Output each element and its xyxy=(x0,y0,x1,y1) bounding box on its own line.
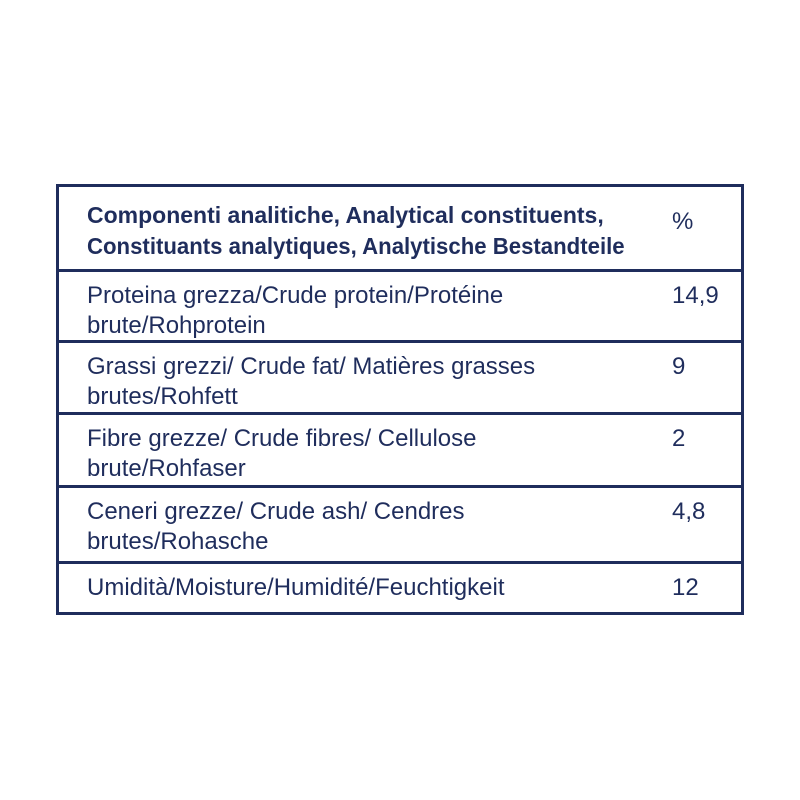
row-label-line-1: Umidità/Moisture/Humidité/Feuchtigkeit xyxy=(87,574,505,601)
row-label-line-1: Ceneri grezze/ Crude ash/ Cendres xyxy=(87,498,465,525)
row-value-cell: 2 xyxy=(672,425,686,452)
row-label-cell xyxy=(59,343,629,412)
analytical-constituents-table xyxy=(56,184,744,615)
row-value-cell: 4,8 xyxy=(672,498,706,525)
row-label-line-2: brute/Rohfaser xyxy=(87,455,246,482)
row-label-line-1: Fibre grezze/ Crude fibres/ Cellulose xyxy=(87,425,477,452)
row-value-cell: 9 xyxy=(672,353,686,380)
row-label-line-2: brutes/Rohasche xyxy=(87,528,269,555)
row-label-line-1: Proteina grezza/Crude protein/Protéine xyxy=(87,282,504,309)
table-row xyxy=(59,415,741,488)
header-label-cell xyxy=(59,187,629,269)
table-header-row xyxy=(59,187,741,272)
table-row xyxy=(59,343,741,415)
row-label-cell xyxy=(59,272,629,340)
row-label-cell xyxy=(59,564,629,612)
row-value-cell: 14,9 xyxy=(672,282,719,309)
row-label-line-1: Grassi grezzi/ Crude fat/ Matières grasses xyxy=(87,353,536,380)
table-row xyxy=(59,272,741,343)
row-label-line-2: brute/Rohprotein xyxy=(87,312,266,339)
header-label-line-2: Constituants analytiques, Analytische Bestandteile xyxy=(87,233,625,259)
row-value-cell: 12 xyxy=(672,574,699,601)
row-label-cell xyxy=(59,415,629,485)
row-label-line-2: brutes/Rohfett xyxy=(87,383,238,410)
row-label-cell xyxy=(59,488,629,561)
table-row xyxy=(59,564,741,612)
header-unit-cell: % xyxy=(672,208,694,235)
header-label-line-1: Componenti analitiche, Analytical constituents, xyxy=(87,202,604,228)
table-row xyxy=(59,488,741,564)
